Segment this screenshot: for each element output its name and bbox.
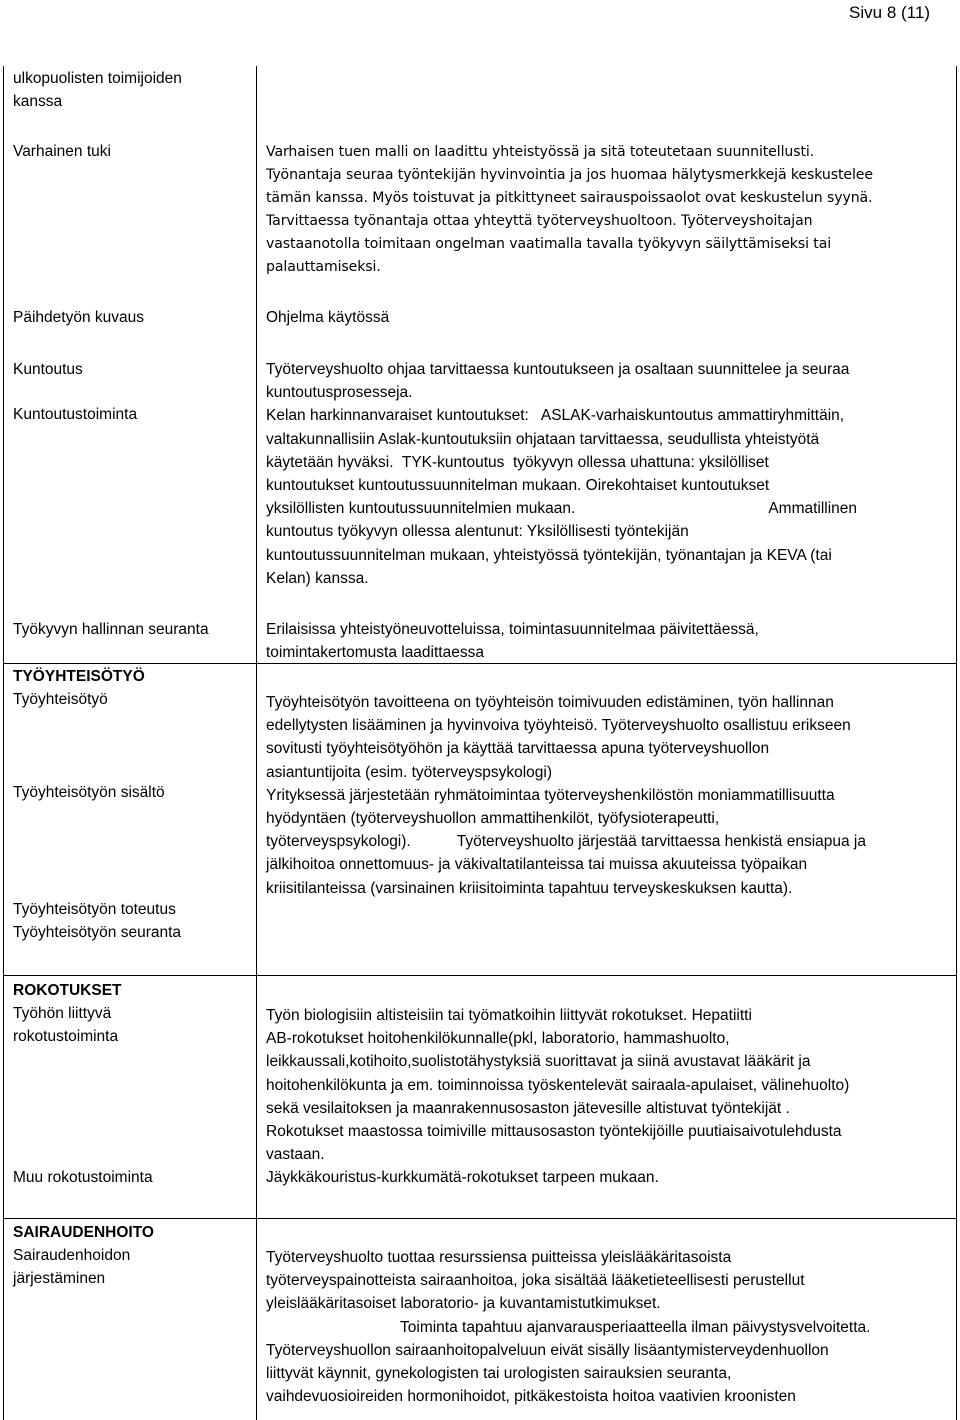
row-label-kuntoutus: Kuntoutus Kuntoutustoiminta: [13, 361, 138, 424]
row-label-sairaudenhoito: SAIRAUDENHOITO Sairaudenhoidon järjestäminen: [13, 1221, 245, 1291]
row-content-sairaudenhoito: Työterveyshuolto tuottaa resurssiensa puitteissa yleislääkäritasoista työterveyspainotteista sairaanhoitoa, joka sisältää lääketieteellisesti perustellut yleislääkäritasoiset laboratorio- ja kuvantamistutkimukset. Toiminta tapahtuu ajanvarausperiaatteella ilman päivystysvelvoitetta. Työterveyshuollon sairaanhoitopalveluun eivät sisälly lisäantymisterveydenhuollon liittyvät käynnit, gynekologisten tai urologisten sairauksien seuranta, vaihdevuosioireiden hormonihoidot, pitkäkestoista hoitoa vaativien kroonisten: [266, 1249, 871, 1406]
row-label-rokotukset: ROKOTUKSET Työhön liittyvä rokotustoiminta Muu rokotustoiminta: [13, 979, 245, 1189]
table-border-right: [956, 66, 957, 1420]
row-content-tyokyky: Erilaisissa yhteistyöneuvotteluissa, toimintasuunnitelmaa päivitettäessä, toimintakertomusta laadittaessa: [266, 621, 759, 662]
row-label-tyokyky: Työkyvyn hallinnan seuranta: [13, 621, 209, 638]
section-heading-rokotukset: ROKOTUKSET: [13, 982, 122, 999]
row-divider-rokotukset: [3, 975, 957, 976]
row-content-varhainen-tuki: Varhaisen tuen malli on laadittu yhteistyössä ja sitä toteutetaan suunnitellusti. Työnantaja seuraa työntekijän hyvinvointia ja jos huomaa hälytysmerkkejä keskustelee tämän kanssa. Myös toistuvat ja pitkittyneet sairauspoissaolot ovat keskustelun syynä. Tarvittaessa työnantaja ottaa yhteyttä työterveyshuoltoon. Työterveyshoitajan vastaanotolla toimitaan ongelman vaatimalla tavalla työkyvyn säilyttämiseksi tai palauttamiseksi.: [266, 144, 873, 276]
row-content-tyoyhteisotyo: Työyhteisötyön tavoitteena on työyhteisön toimivuuden edistäminen, työn hallinnan edellytysten lisääminen ja hyvinvoiva työyhteisö. Työterveyshuolto osallistuu erikseen sovitusti työyhteisötyöhön ja käyttää tarvittaessa apuna työterveyshuollon asiantuntijoita (esim. työterveyspsykologi) Yrityksessä järjestetään ryhmätoimintaa työterveyshenkilöstön moniammatillisuutta hyödyntäen (työterveyshuollon ammattihenkilöt, työfysioterapeutti, työterveyspsykologi). Työterveyshuolto järjestää tarvittaessa henkistä ensiapua ja jälkihoitoa onnettomuus- ja väkivaltatilanteissa tai muissa akuuteissa työpaikan kriisitilanteissa (varsinainen kriisitoiminta tapahtuu terveyskeskuksen kautta).: [266, 694, 866, 897]
row-label-paihdetyo: Päihdetyön kuvaus: [13, 309, 144, 326]
section-heading-sairaudenhoito: SAIRAUDENHOITO: [13, 1224, 154, 1241]
row-content-kuntoutus: Työterveyshuolto ohjaa tarvittaessa kuntoutukseen ja osaltaan suunnittelee ja seuraa kuntoutusprosesseja. Kelan harkinnanvaraiset kuntoutukset: ASLAK-varhaiskuntoutus ammattiryhmittäin, valtakunnallisiin Aslak-kuntoutuksiin ohjataan tarvittaessa, seudullista yhteistyötä käytetään hyväksi. TYK-kuntoutus työkyvyn ollessa uhattuna: yksilölliset kuntoutukset kuntoutussuunnitelman mukaan. Oirekohtaiset kuntoutukset yksilöllisten kuntoutussuunnitelmien mukaan. Ammatillinen kuntoutus työkyvyn ollessa alentunut: Yksilöllisesti työntekijän kuntoutussuunnitelman mukaan, yhteistyössä työntekijän, työnantajan ja KEVA (tai Kelan) kanssa.: [266, 361, 858, 587]
table-border-left: [3, 66, 4, 1420]
row-content-paihdetyo: Ohjelma käytössä: [266, 309, 390, 326]
row-label-tyoyhteisotyo: TYÖYHTEISÖTYÖ Työyhteisötyö Työyhteisötyön sisältö Työyhteisötyön toteutus Työyhteisötyön seuranta: [13, 665, 245, 944]
row-divider-sairaudenhoito: [3, 1218, 957, 1219]
row-label-ulkopuoliset: ulkopuolisten toimijoiden kanssa: [13, 70, 182, 111]
table-column-divider: [256, 66, 257, 1420]
page-number: Sivu 8 (11): [849, 3, 930, 22]
row-label-varhainen-tuki: Varhainen tuki: [13, 143, 111, 160]
row-content-rokotukset: Työn biologisiin altisteisiin tai työmatkoihin liittyvät rokotukset. Hepatiitti AB-rokotukset hoitohenkilökunnalle(pkl, laboratorio, hammashuolto, leikkaussali,kotihoito,suolistotähystyksiä suorittavat ja siinä avustavat lääkärit ja hoitohenkilökunta ja em. toiminnoissa työskentelevät sairaala-apulaiset, välinehuolto) sekä vesilaitoksen ja maanrakennusosaston jätevesille altistuvat työntekijät . Rokotukset maastossa toimiville mittausosaston työntekijöille puutiaisaivotulehdusta vastaan. Jäykkäkouristus-kurkkumätä-rokotukset tarpeen mukaan.: [266, 1007, 850, 1187]
section-heading-tyoyhteisotyo: TYÖYHTEISÖTYÖ: [13, 668, 145, 685]
